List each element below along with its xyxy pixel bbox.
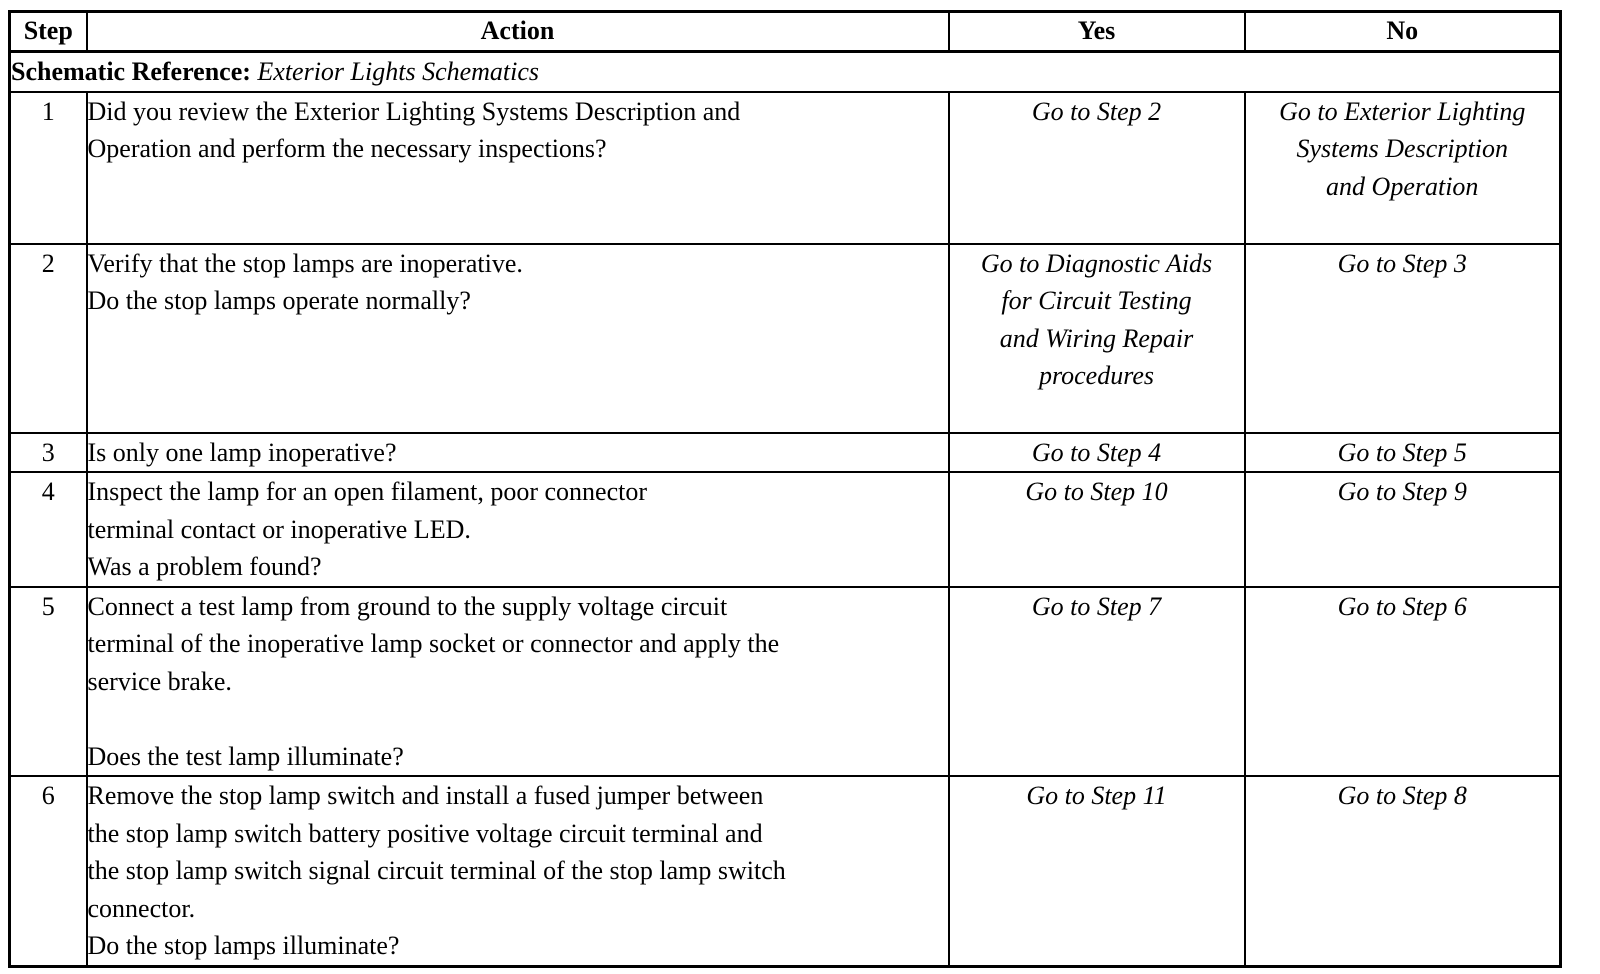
action-line: connector.: [87, 893, 196, 923]
yes-cell: [949, 587, 1245, 777]
action-line: Do the stop lamps illuminate?: [87, 931, 400, 960]
action-cell: [87, 244, 949, 433]
action-line: the stop lamp switch battery positive voltage circuit terminal and: [87, 818, 763, 848]
action-line: Connect a test lamp from ground to the supply voltage circuit: [87, 591, 728, 621]
schematic-reference-label: Schematic Reference:: [11, 57, 251, 86]
no-cell: [1245, 433, 1561, 473]
table-row: [10, 472, 1561, 587]
yes-link[interactable]: procedures: [1038, 361, 1155, 390]
action-line: the stop lamp switch signal circuit terminal of the stop lamp switch: [87, 856, 786, 885]
no-link[interactable]: Go to Exterior Lighting: [1279, 96, 1526, 126]
yes-link[interactable]: Go to Step 4: [1031, 437, 1162, 467]
action-line: Verify that the stop lamps are inoperative.: [87, 248, 523, 278]
yes-cell: [949, 433, 1245, 473]
no-cell: [1245, 776, 1561, 966]
action-cell: [87, 587, 949, 777]
no-link[interactable]: Go to Step 3: [1337, 248, 1467, 278]
table-row: [10, 92, 1561, 244]
header-step: Step: [10, 12, 87, 52]
step-number: 2: [10, 244, 87, 433]
action-cell: [87, 472, 949, 587]
header-action: Action: [87, 12, 949, 52]
action-line: Did you review the Exterior Lighting Systems Description and: [87, 96, 741, 126]
yes-cell: [949, 472, 1245, 587]
yes-cell: [949, 92, 1245, 244]
diagnostic-table: [8, 10, 1562, 968]
step-number: 1: [10, 92, 87, 244]
table-row: [10, 244, 1561, 433]
yes-link[interactable]: for Circuit Testing: [1001, 286, 1192, 315]
action-line: Was a problem found?: [87, 552, 322, 581]
schematic-reference-link[interactable]: Exterior Lights Schematics: [257, 57, 540, 86]
action-cell: [87, 433, 949, 473]
action-line: terminal of the inoperative lamp socket or connector and apply the: [87, 629, 780, 658]
yes-link[interactable]: Go to Step 7: [1031, 591, 1162, 621]
diagnostic-table-container: [8, 10, 1562, 968]
yes-cell: [949, 776, 1245, 966]
action-line: Is only one lamp inoperative?: [87, 437, 397, 467]
header-yes: Yes: [949, 12, 1245, 52]
no-cell: [1245, 92, 1561, 244]
action-cell: [87, 776, 949, 966]
yes-link[interactable]: Go to Step 2: [1031, 96, 1162, 126]
no-link[interactable]: and Operation: [1326, 171, 1479, 201]
no-link[interactable]: Go to Step 5: [1337, 437, 1467, 467]
no-cell: [1245, 244, 1561, 433]
action-spacer: [88, 700, 948, 738]
table-row: [10, 587, 1561, 777]
action-line: terminal contact or inoperative LED.: [87, 514, 471, 544]
action-line: Inspect the lamp for an open filament, poor connector: [87, 477, 648, 506]
no-link[interactable]: Go to Step 8: [1337, 781, 1467, 810]
action-cell: [87, 92, 949, 244]
schematic-reference-row: [10, 52, 1561, 92]
header-no: No: [1245, 12, 1561, 52]
yes-link[interactable]: Go to Diagnostic Aids: [980, 248, 1213, 278]
action-line: Do the stop lamps operate normally?: [87, 286, 471, 315]
step-number: 4: [10, 472, 87, 587]
yes-link[interactable]: and Wiring Repair: [999, 323, 1194, 353]
yes-link[interactable]: Go to Step 11: [1026, 781, 1167, 810]
no-link[interactable]: Go to Step 6: [1337, 591, 1467, 621]
action-line: Does the test lamp illuminate?: [87, 741, 404, 771]
no-link[interactable]: Go to Step 9: [1337, 477, 1467, 506]
action-line: Remove the stop lamp switch and install a fused jumper between: [87, 781, 764, 810]
no-cell: [1245, 587, 1561, 777]
no-link[interactable]: Systems Description: [1296, 134, 1509, 163]
table-row: [10, 776, 1561, 966]
action-line: Operation and perform the necessary inspections?: [87, 134, 607, 163]
yes-link[interactable]: Go to Step 10: [1025, 477, 1168, 506]
action-line: service brake.: [87, 666, 232, 696]
step-number: 5: [10, 587, 87, 777]
table-row: [10, 433, 1561, 473]
step-number: 3: [10, 433, 87, 473]
yes-cell: [949, 244, 1245, 433]
header-row: [10, 12, 1561, 52]
step-number: 6: [10, 776, 87, 966]
no-cell: [1245, 472, 1561, 587]
